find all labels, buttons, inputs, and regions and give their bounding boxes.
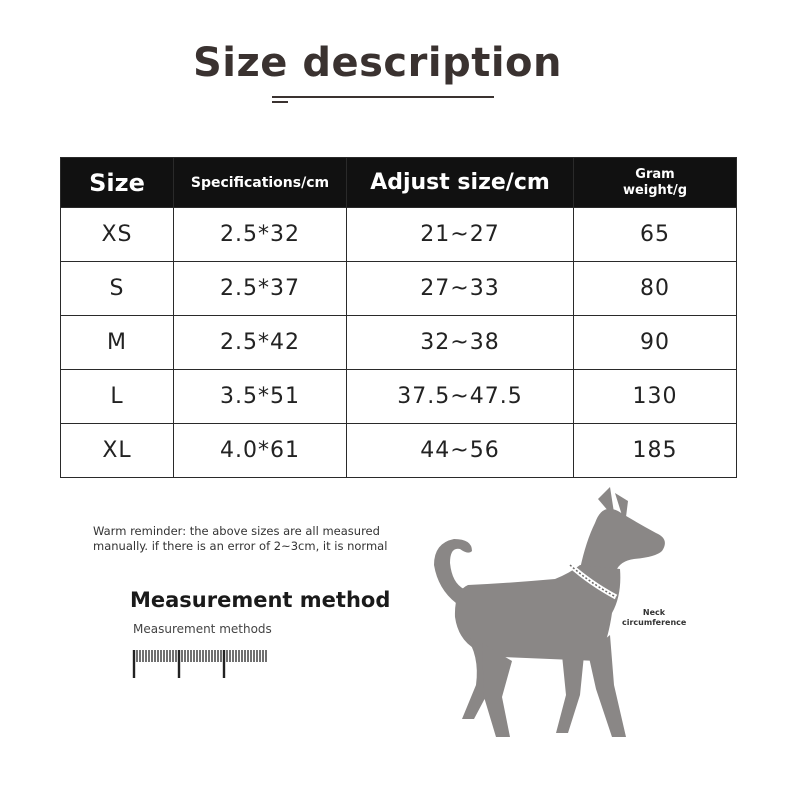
warm-reminder-line2: manually. if there is an error of 2~3cm, it is normal xyxy=(93,539,388,553)
warm-reminder-line1: Warm reminder: the above sizes are all measured xyxy=(93,524,380,538)
cell-adjust: 27~33 xyxy=(347,262,574,316)
cell-adjust: 21~27 xyxy=(347,208,574,262)
cell-spec: 2.5*37 xyxy=(174,262,347,316)
table-row xyxy=(61,316,737,370)
cell-weight: 90 xyxy=(574,316,737,370)
cell-spec: 2.5*32 xyxy=(174,208,347,262)
cell-spec: 3.5*51 xyxy=(174,370,347,424)
table-row xyxy=(61,262,737,316)
measurement-method-title: Measurement method xyxy=(130,588,391,612)
cell-adjust: 37.5~47.5 xyxy=(347,370,574,424)
table-row xyxy=(61,208,737,262)
header-adjust-size: Adjust size/cm xyxy=(347,158,574,208)
cell-spec: 4.0*61 xyxy=(174,424,347,478)
cell-size: XS xyxy=(61,208,174,262)
cell-size: M xyxy=(61,316,174,370)
cell-spec: 2.5*42 xyxy=(174,316,347,370)
size-table xyxy=(60,157,737,478)
cell-size: S xyxy=(61,262,174,316)
cell-weight: 65 xyxy=(574,208,737,262)
cell-weight: 130 xyxy=(574,370,737,424)
page-title: Size description xyxy=(193,40,562,86)
title-underline xyxy=(272,96,494,98)
cell-size: L xyxy=(61,370,174,424)
neck-label-line2: circumference xyxy=(622,618,687,627)
header-size: Size xyxy=(61,158,174,208)
neck-label-line1: Neck xyxy=(642,608,666,617)
cell-adjust: 44~56 xyxy=(347,424,574,478)
title-underline-accent xyxy=(272,101,288,103)
neck-circumference-label xyxy=(622,608,686,628)
table-header-row xyxy=(61,158,737,208)
warm-reminder xyxy=(93,524,433,554)
cell-size: XL xyxy=(61,424,174,478)
header-gram-weight-line2: weight/g xyxy=(622,182,688,198)
table-row xyxy=(61,424,737,478)
header-specifications: Specifications/cm xyxy=(174,158,347,208)
cell-weight: 80 xyxy=(574,262,737,316)
table-row xyxy=(61,370,737,424)
measurement-method-subtitle: Measurement methods xyxy=(133,622,272,636)
header-gram-weight xyxy=(574,158,737,208)
header-gram-weight-line1: Gram xyxy=(635,166,675,182)
cell-adjust: 32~38 xyxy=(347,316,574,370)
cell-weight: 185 xyxy=(574,424,737,478)
ruler-icon xyxy=(132,648,268,680)
